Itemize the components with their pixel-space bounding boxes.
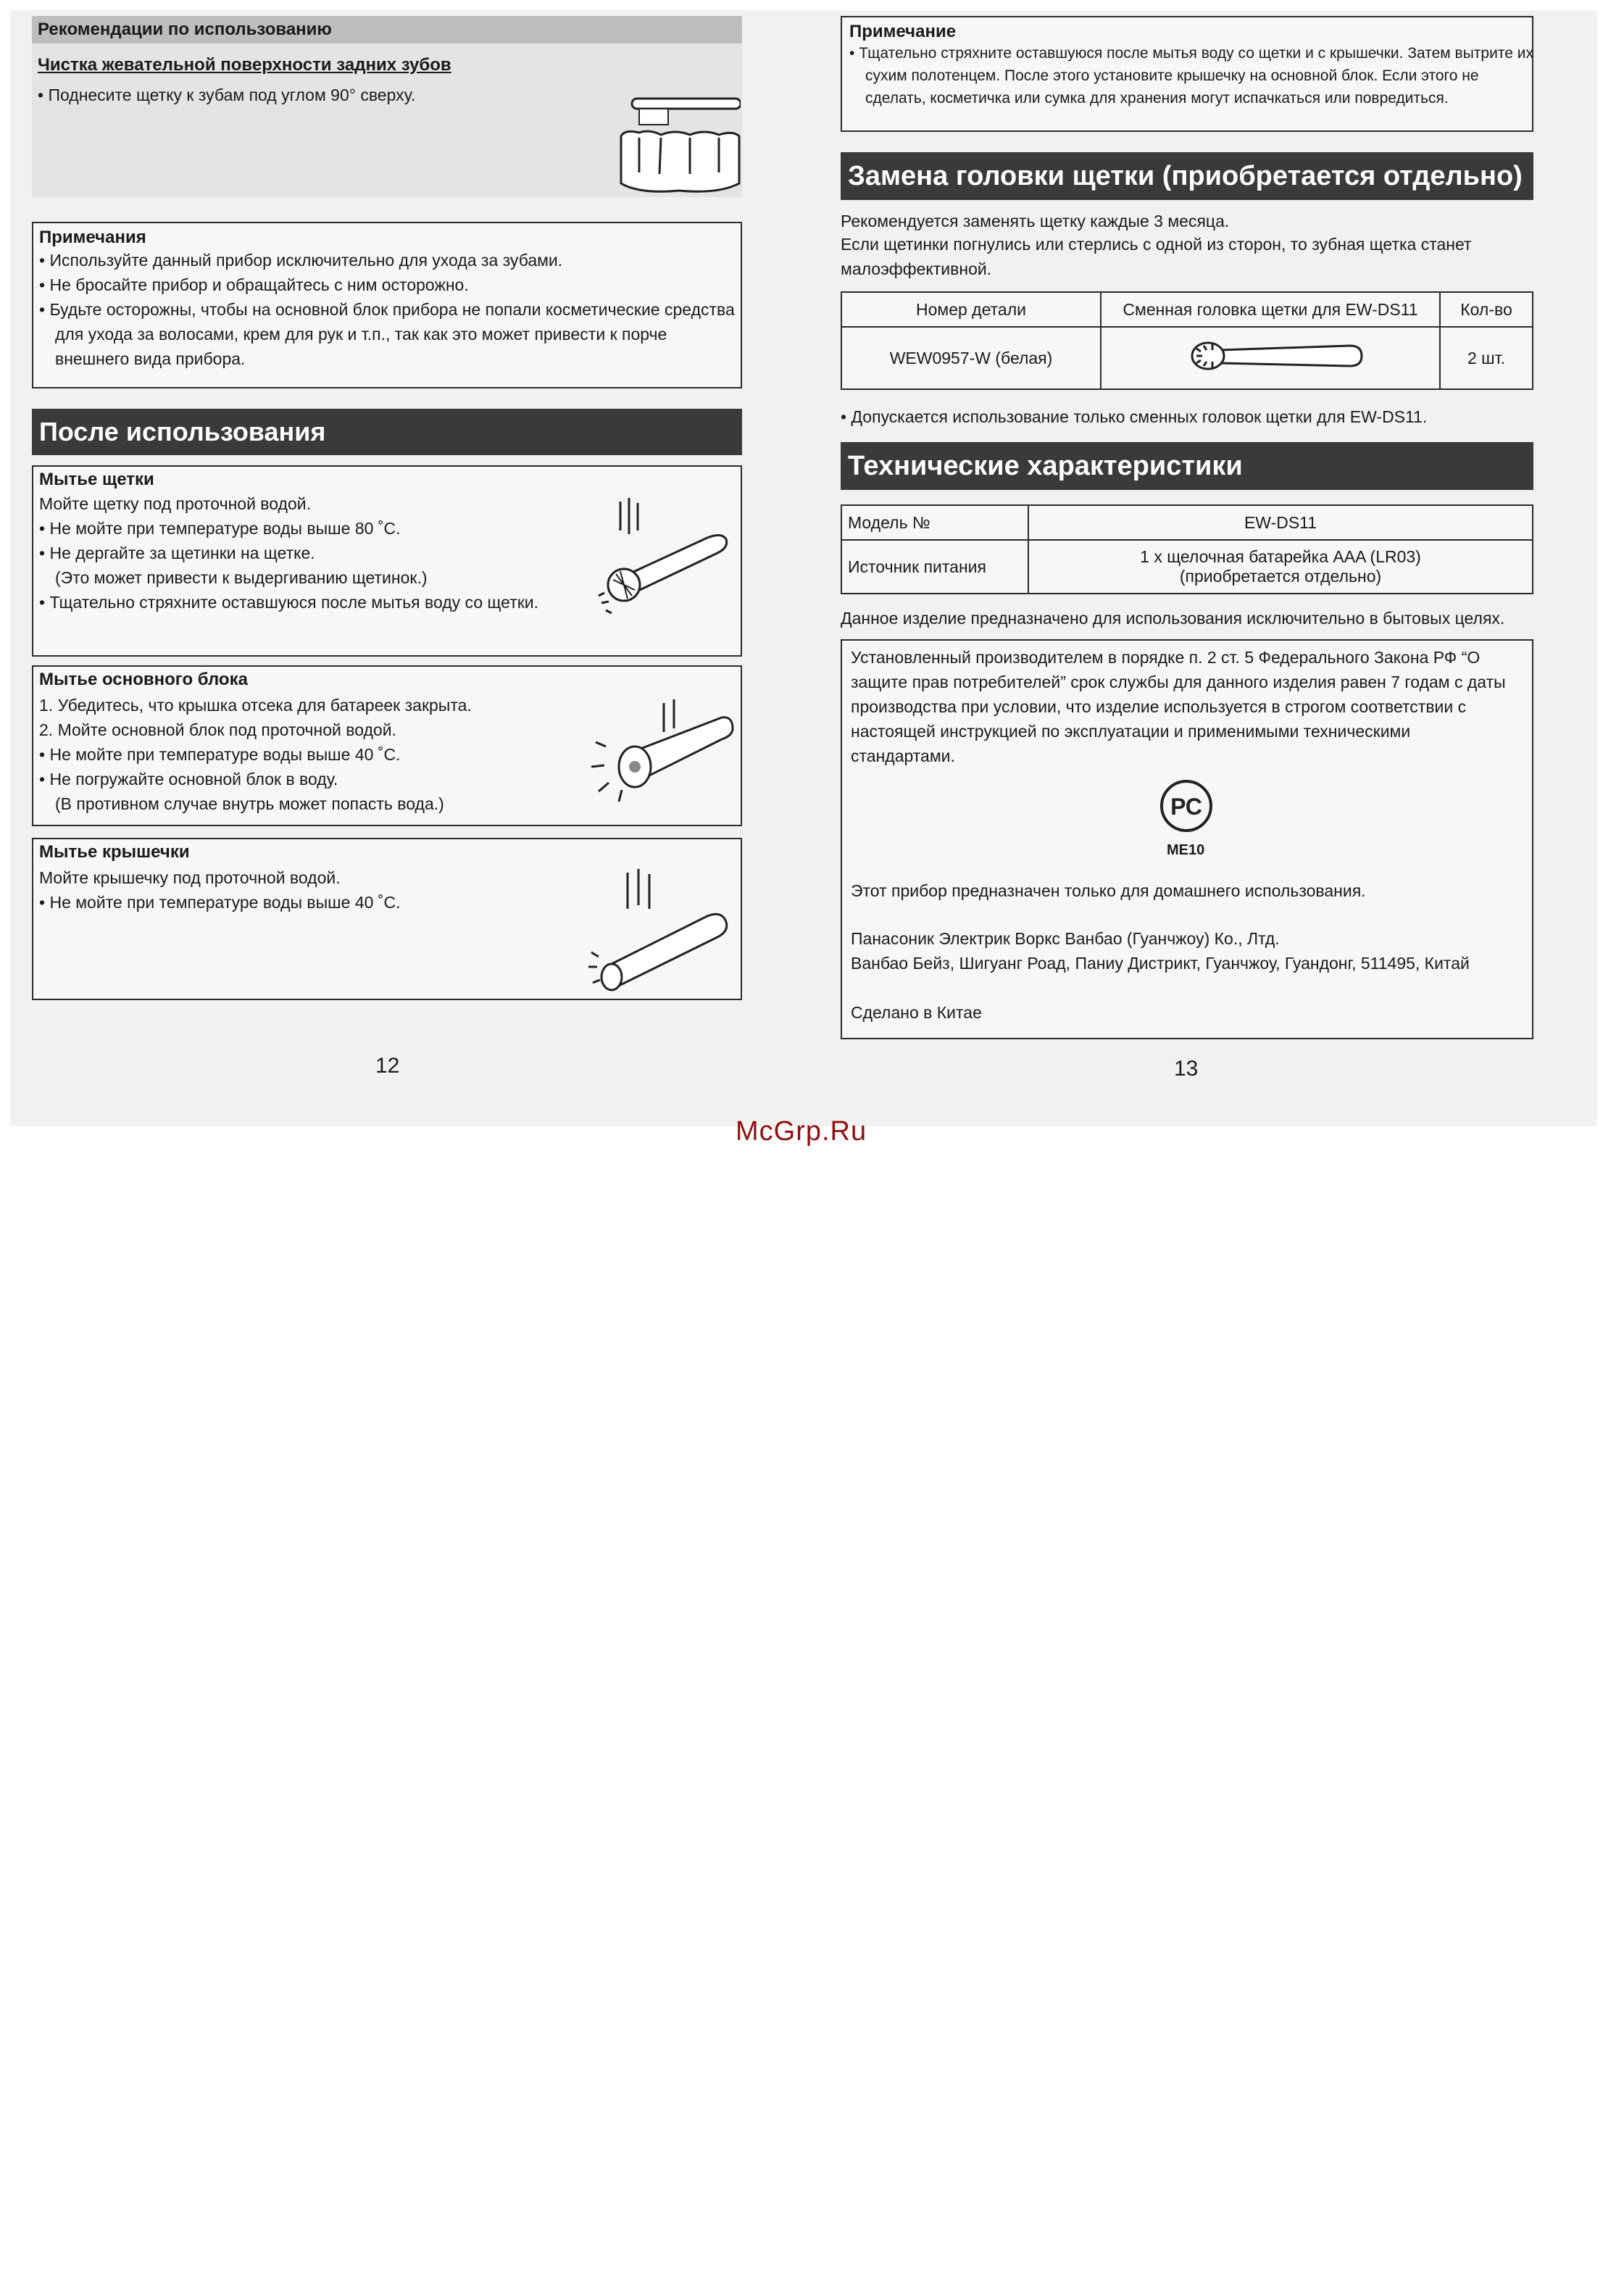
brush-wash-item: • Тщательно стряхните оставшуюся после мытья воду со щетки.: [39, 593, 539, 612]
table-row: [841, 505, 1533, 540]
cap-wash-title: Мытье крышечки: [39, 842, 190, 862]
parts-note: • Допускается использование только сменных головок щетки для EW-DS11.: [841, 407, 1428, 426]
spec-power-value: [1028, 540, 1533, 594]
spec-power-line-2: (приобретается отдельно): [1179, 567, 1382, 586]
parts-header-part: Номер детали: [841, 292, 1101, 327]
note-item: • Не бросайте прибор и обращайтесь с ним осторожно.: [39, 275, 469, 294]
body-wash-step: 2. Мойте основной блок под проточной водой.: [39, 720, 396, 739]
body-rinse-illustration: [584, 696, 736, 804]
teeth-illustration: [617, 93, 741, 194]
watermark: McGrp.Ru: [736, 1116, 867, 1147]
brush-head-illustration: [1176, 334, 1365, 378]
parts-brush-head-cell: [1101, 327, 1440, 389]
specs-banner: [841, 442, 1533, 490]
replace-title: Замена головки щетки (приобретается отдельно): [848, 161, 1523, 191]
recommendations-bullet: • Поднесите щетку к зубам под углом 90° сверху.: [38, 86, 416, 104]
spec-model-value: EW-DS11: [1028, 505, 1533, 540]
brush-wash-item: • Не мойте при температуре воды выше 80 ˚C.: [39, 519, 401, 538]
brush-rinse-illustration: [591, 494, 736, 617]
legal-box: [841, 639, 1533, 1039]
brush-wash-title: Мытье щетки: [39, 470, 154, 489]
cap-rinse-illustration: [584, 865, 736, 996]
svg-text:РС: РС: [1170, 794, 1202, 820]
body-wash-box: [32, 665, 742, 826]
table-row: [841, 327, 1533, 389]
notes-box: [32, 222, 742, 388]
brush-wash-paren: (Это может привести к выдергиванию щетинок.): [55, 568, 428, 587]
home-use-text: Этот прибор предназначен только для домашнего использования.: [851, 881, 1366, 900]
table-row: [841, 292, 1533, 327]
parts-part-number: WEW0957-W (белая): [841, 327, 1101, 389]
specs-title: Технические характеристики: [848, 451, 1243, 481]
recommendations-subtitle: Чистка жевательной поверхности задних зубов: [38, 55, 451, 75]
certification-mark-icon: [1154, 778, 1219, 836]
certification-code: ME10: [1167, 842, 1205, 858]
spec-power-label: Источник питания: [841, 540, 1028, 594]
recommendations-title: Рекомендации по использованию: [32, 16, 742, 43]
cleaning-note-title: Примечание: [849, 22, 957, 41]
body-wash-step: 1. Убедитесь, что крышка отсека для батареек закрыта.: [39, 696, 472, 715]
page-number-left: 12: [375, 1054, 400, 1078]
cleaning-note-text: • Тщательно стряхните оставшуюся после мытья воду со щетки и с крышечки. Затем вытрите их сухим полотенцем. После этого установите крышечку на основной блок. Если этого не сделать, косметичка или сумка для хранения могут испачкаться или повредиться.: [849, 45, 1533, 107]
parts-header-qty: Кол-во: [1440, 292, 1533, 327]
replace-banner: [841, 152, 1533, 200]
specs-table: [841, 504, 1533, 594]
brush-wash-box: [32, 465, 742, 657]
household-text: Данное изделие предназначено для использования исключительно в бытовых целях.: [841, 609, 1505, 628]
cap-wash-intro: Мойте крышечку под проточной водой.: [39, 868, 341, 887]
replace-text-1: Рекомендуется заменять щетку каждые 3 месяца.: [841, 212, 1230, 230]
recommendations-box: [32, 16, 742, 197]
after-use-banner: [32, 409, 742, 455]
spec-power-line-1: 1 x щелочная батарейка AAA (LR03): [1140, 547, 1421, 566]
cap-wash-item: • Не мойте при температуре воды выше 40 ˚C.: [39, 893, 401, 912]
brush-wash-intro: Мойте щетку под проточной водой.: [39, 494, 312, 513]
body-wash-title: Мытье основного блока: [39, 670, 248, 689]
manual-spread: [10, 10, 1597, 1126]
note-item: • Будьте осторожны, чтобы на основной блок прибора не попали косметические средства для ухода за волосами, крем для рук и т.п., так как это может привести к порче внешнего вида прибора.: [39, 300, 735, 368]
notes-title: Примечания: [39, 228, 146, 247]
cap-wash-box: [32, 838, 742, 1000]
replace-text-2: Если щетинки погнулись или стерлись с одной из сторон, то зубная щетка станет малоэффективной.: [841, 235, 1472, 278]
body-wash-item: • Не погружайте основной блок в воду.: [39, 770, 338, 789]
after-use-title: После использования: [39, 417, 326, 446]
parts-quantity: 2 шт.: [1440, 327, 1533, 389]
page-number-right: 13: [1174, 1057, 1199, 1081]
warranty-text: Установленный производителем в порядке п. 2 ст. 5 Федерального Закона РФ “О защите прав потребителей” срок службы для данного изделия равен 7 годам с даты производства при условии, что изделие используется в строгом соответствии с настоящей инструкцией по эксплуатации и применимыми техническими стандартами.: [851, 648, 1506, 765]
brush-wash-item: • Не дергайте за щетинки на щетке.: [39, 544, 315, 562]
spec-model-label: Модель №: [841, 505, 1028, 540]
parts-header-head: Сменная головка щетки для EW-DS11: [1101, 292, 1440, 327]
made-in-text: Сделано в Китае: [851, 1003, 982, 1022]
body-wash-item: • Не мойте при температуре воды выше 40 ˚C.: [39, 745, 401, 764]
company-address: Ванбао Бейз, Шигуанг Роад, Паниу Дистрикт, Гуанчжоу, Гуандонг, 511495, Китай: [851, 954, 1470, 973]
parts-table: [841, 291, 1533, 390]
body-wash-paren: (В противном случае внутрь может попасть вода.): [55, 794, 444, 813]
note-item: • Используйте данный прибор исключительно для ухода за зубами.: [39, 251, 563, 270]
cleaning-note-box: [841, 16, 1533, 132]
table-row: [841, 540, 1533, 594]
company-name: Панасоник Электрик Воркс Ванбао (Гуанчжоу) Ко., Лтд.: [851, 929, 1280, 948]
